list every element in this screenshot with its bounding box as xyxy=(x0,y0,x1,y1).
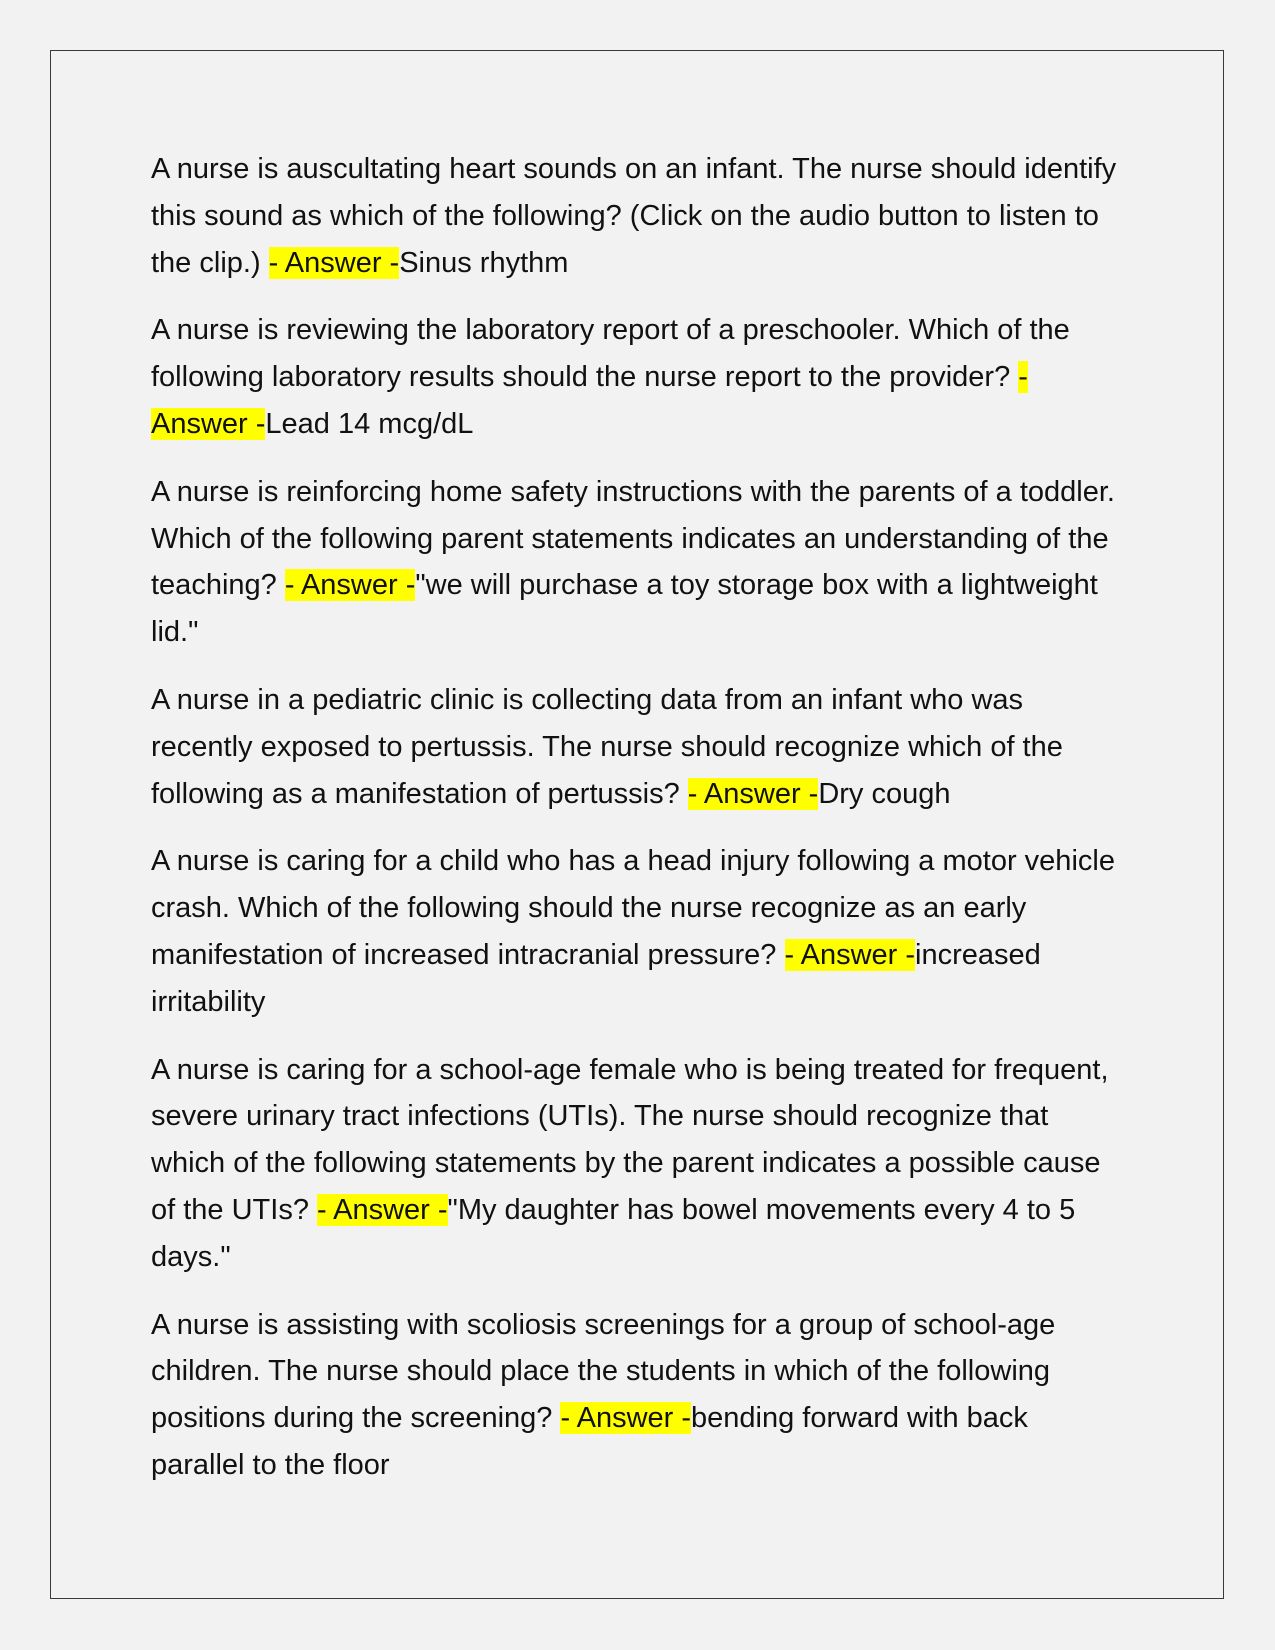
question-text: A nurse is reviewing the laboratory report of a preschooler. Which of the following laboratory results should the nurse report to the provider? xyxy=(151,314,1070,394)
question-text: A nurse is auscultating heart sounds on an infant. The nurse should identify this sound as which of the following? (Click on the audio button to listen to the clip.) xyxy=(151,153,1117,279)
answer-highlight: - Answer - xyxy=(560,1402,692,1435)
answer-highlight: - Answer - xyxy=(151,361,1028,440)
question-text: A nurse is assisting with scoliosis screenings for a group of school-age children. The nurse should place the students in which of the following positions during the screening? xyxy=(151,1308,1056,1435)
answer-text: Sinus rhythm xyxy=(399,246,569,279)
qa-item-7 xyxy=(151,1302,1126,1489)
qa-item-4 xyxy=(151,677,1126,817)
question-text: A nurse in a pediatric clinic is collecting data from an infant who was recently exposed to pertussis. The nurse should recognize which of the following as a manifestation of pertussis? xyxy=(151,683,1063,810)
question-text: A nurse is reinforcing home safety instructions with the parents of a toddler. Which of the following parent statements indicates an understanding of the teaching? xyxy=(151,475,1115,602)
answer-highlight: - Answer - xyxy=(687,777,819,810)
answer-highlight: - Answer - xyxy=(317,1193,448,1226)
answer-text: Dry cough xyxy=(818,777,951,810)
qa-item-2 xyxy=(151,307,1126,447)
qa-item-5 xyxy=(151,838,1126,1025)
answer-text: "we will purchase a toy storage box with a lightweight lid." xyxy=(151,569,1098,649)
qa-item-6 xyxy=(151,1047,1126,1281)
document-body xyxy=(151,146,1126,1510)
question-text: A nurse is caring for a child who has a head injury following a motor vehicle crash. Which of the following should the nurse recognize as an early manifestation of increased intracranial pressure? xyxy=(151,845,1115,971)
answer-text: Lead 14 mcg/dL xyxy=(265,407,474,440)
answer-highlight: - Answer - xyxy=(268,246,400,279)
qa-item-1 xyxy=(151,146,1126,286)
question-text: A nurse is caring for a school-age female who is being treated for frequent, severe urinary tract infections (UTIs). The nurse should recognize that which of the following statements by the parent indicates a possible cause of the UTIs? xyxy=(151,1053,1109,1226)
qa-item-3 xyxy=(151,469,1126,656)
answer-text: "My daughter has bowel movements every 4 to 5 days." xyxy=(151,1193,1076,1273)
answer-highlight: - Answer - xyxy=(784,938,916,971)
answer-text: bending forward with back parallel to the floor xyxy=(151,1402,1028,1481)
answer-highlight: - Answer - xyxy=(284,569,416,602)
answer-text: increased irritability xyxy=(151,938,1041,1018)
